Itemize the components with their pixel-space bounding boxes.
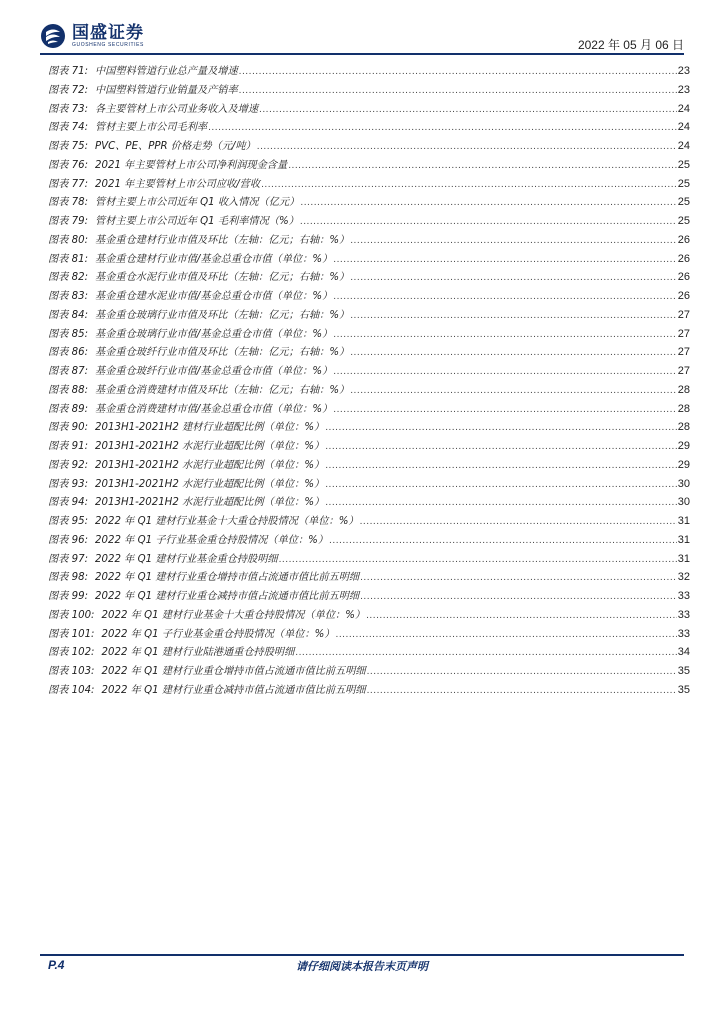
toc-leader-dots	[300, 197, 676, 208]
toc-entry-label: 图表 87:	[48, 366, 89, 377]
toc-entry-label: 图表 74:	[48, 122, 89, 134]
toc-entry-label: 图表 73:	[48, 103, 89, 115]
toc-entry-page: 28	[677, 421, 690, 434]
toc-entry-title: 2022 年 Q1 建材行业重仓减持市值占流通市值比前五明细	[101, 684, 366, 696]
toc-entry-title: 2022 年 Q1 建材行业重仓增持市值占流通市值比前五明细	[101, 666, 366, 677]
toc-entry-page: 31	[677, 515, 690, 527]
toc-entry-title: 2013H1-2021H2 水泥行业超配比例（单位：%）	[95, 459, 325, 471]
toc-entry[interactable]	[48, 62, 690, 81]
toc-entry[interactable]	[48, 400, 690, 419]
toc-entry-page: 28	[677, 383, 690, 396]
toc-leader-dots	[360, 516, 677, 527]
toc-entry[interactable]	[48, 662, 690, 681]
toc-entry[interactable]	[48, 137, 690, 156]
toc-leader-dots	[300, 216, 677, 227]
toc-entry-label: 图表 72:	[48, 84, 89, 96]
toc-entry-page: 30	[677, 477, 690, 490]
toc-leader-dots	[239, 66, 677, 77]
toc-entry-page: 27	[677, 346, 690, 359]
toc-entry-label: 图表 101:	[48, 628, 95, 640]
toc-entry-page: 23	[677, 83, 690, 96]
toc-entry-label: 图表 92:	[48, 459, 89, 471]
toc-entry[interactable]	[48, 231, 690, 250]
toc-entry-label: 图表 91:	[48, 441, 89, 452]
toc-entry-title: 2022 年 Q1 子行业基金重仓持股情况（单位：%）	[101, 628, 335, 640]
toc-entry-page: 30	[677, 496, 690, 509]
toc-entry-page: 26	[677, 233, 690, 246]
toc-leader-dots	[367, 685, 677, 696]
toc-leader-dots	[239, 85, 677, 96]
toc-entry-label: 图表 90:	[48, 422, 89, 434]
toc-leader-dots	[366, 610, 677, 621]
toc-entry-page: 31	[677, 533, 690, 546]
toc-entry-page: 25	[677, 177, 690, 190]
toc-entry-label: 图表 98:	[48, 572, 89, 584]
toc-entry[interactable]	[48, 681, 690, 700]
toc-leader-dots	[333, 291, 676, 302]
toc-entry-label: 图表 104:	[48, 684, 95, 696]
toc-entry-page: 27	[677, 327, 690, 340]
toc-entry-title: 2013H1-2021H2 水泥行业超配比例（单位：%）	[95, 478, 325, 490]
toc-entry-label: 图表 93:	[48, 478, 89, 490]
toc-entry-label: 图表 88:	[48, 384, 89, 396]
toc-entry-label: 图表 78:	[48, 197, 89, 209]
toc-leader-dots	[257, 141, 677, 152]
toc-entry-page: 32	[677, 571, 690, 584]
toc-leader-dots	[350, 347, 677, 358]
toc-entry-page: 24	[677, 121, 690, 134]
page-number: P.4	[48, 958, 65, 972]
toc-entry-label: 图表 95:	[48, 516, 89, 527]
toc-leader-dots	[329, 535, 677, 546]
toc-leader-dots	[288, 160, 677, 171]
toc-leader-dots	[325, 441, 677, 452]
toc-entry[interactable]	[48, 306, 690, 325]
toc-entry-title: 2021 年主要管材上市公司应收/营收	[95, 178, 261, 190]
toc-leader-dots	[360, 572, 677, 583]
toc-leader-dots	[325, 422, 677, 433]
toc-entry-title: 基金重仓建水泥业市值/基金总重仓市值（单位：%）	[95, 291, 333, 302]
toc-entry-page: 24	[677, 102, 690, 115]
toc-entry[interactable]	[48, 475, 690, 494]
footer-divider	[40, 954, 684, 956]
toc-entry-title: 2022 年 Q1 建材行业重仓增持市值占流通市值比前五明细	[95, 572, 360, 584]
toc-entry[interactable]	[48, 625, 690, 644]
logo-text: 国盛证券	[72, 22, 144, 43]
toc-entry-page: 33	[677, 627, 690, 640]
toc-entry-title: 基金重仓消费建材市值及环比（左轴：亿元；右轴：%）	[95, 384, 350, 396]
figure-index-list	[48, 62, 690, 700]
toc-entry-title: 管材主要上市公司近年 Q1 收入情况（亿元）	[95, 197, 300, 209]
toc-leader-dots	[333, 404, 676, 415]
toc-entry-title: 管材主要上市公司毛利率	[95, 122, 208, 134]
toc-leader-dots	[360, 591, 677, 602]
toc-entry-page: 27	[677, 308, 690, 321]
toc-leader-dots	[336, 629, 677, 640]
footer-disclaimer: 请仔细阅读本报告末页声明	[296, 960, 428, 973]
toc-entry-label: 图表 75:	[48, 141, 89, 152]
toc-entry-label: 图表 96:	[48, 534, 89, 546]
toc-entry-title: 中国塑料管道行业销量及产销率	[95, 84, 238, 96]
toc-entry[interactable]	[48, 81, 690, 100]
toc-entry-page: 27	[677, 365, 690, 377]
toc-entry[interactable]	[48, 418, 690, 437]
toc-entry-title: 中国塑料管道行业总产量及增速	[95, 66, 238, 77]
toc-entry-title: 基金重仓水泥行业市值及环比（左轴：亿元；右轴：%）	[95, 272, 350, 284]
toc-entry-title: 管材主要上市公司近年 Q1 毛利率情况（%）	[95, 216, 299, 227]
toc-leader-dots	[279, 554, 677, 565]
toc-entry[interactable]	[48, 550, 690, 569]
toc-entry-page: 29	[677, 440, 690, 452]
toc-entry-title: 2022 年 Q1 建材行业基金重仓持股明细	[95, 553, 278, 565]
toc-leader-dots	[259, 104, 677, 115]
toc-entry-label: 图表 100:	[48, 609, 95, 621]
toc-leader-dots	[325, 479, 677, 490]
toc-entry-title: 2022 年 Q1 建材行业陆港通重仓持股明细	[101, 647, 295, 659]
toc-leader-dots	[350, 235, 677, 246]
toc-entry-title: 2021 年主要管材上市公司净利润现金含量	[95, 159, 288, 171]
toc-entry-label: 图表 86:	[48, 347, 89, 359]
toc-entry-title: PVC、PE、PPR 价格走势（元/吨）	[95, 141, 256, 152]
toc-entry[interactable]	[48, 325, 690, 344]
page-header	[0, 0, 724, 56]
toc-entry-page: 34	[677, 646, 690, 659]
toc-entry[interactable]	[48, 212, 690, 231]
toc-leader-dots	[333, 254, 676, 265]
toc-leader-dots	[325, 460, 677, 471]
toc-entry-title: 基金重仓玻璃行业市值及环比（左轴：亿元；右轴：%）	[95, 309, 350, 321]
toc-entry[interactable]	[48, 250, 690, 269]
toc-entry-title: 基金重仓消费建材市值/基金总重仓市值（单位：%）	[95, 403, 333, 415]
toc-entry-page: 26	[677, 271, 690, 284]
toc-entry-label: 图表 76:	[48, 159, 89, 171]
toc-entry-page: 25	[677, 196, 690, 209]
toc-entry[interactable]	[48, 193, 690, 212]
toc-leader-dots	[350, 310, 677, 321]
logo-mark-icon	[40, 23, 66, 49]
toc-entry-page: 26	[677, 290, 690, 302]
toc-entry[interactable]	[48, 512, 690, 531]
toc-entry-title: 2022 年 Q1 子行业基金重仓持股情况（单位：%）	[95, 534, 329, 546]
toc-entry-label: 图表 83:	[48, 291, 89, 302]
toc-entry-label: 图表 84:	[48, 309, 89, 321]
toc-entry-label: 图表 97:	[48, 553, 89, 565]
toc-leader-dots	[333, 329, 676, 340]
toc-entry-page: 26	[677, 252, 690, 265]
toc-entry-page: 35	[677, 683, 690, 696]
toc-entry-page: 24	[677, 140, 690, 152]
toc-entry[interactable]	[48, 362, 690, 381]
toc-entry-title: 基金重仓玻纤行业市值及环比（左轴：亿元；右轴：%）	[95, 347, 350, 359]
toc-entry-page: 33	[677, 590, 690, 602]
company-logo	[40, 22, 144, 50]
toc-entry-label: 图表 82:	[48, 272, 89, 284]
toc-entry[interactable]	[48, 118, 690, 137]
header-divider	[40, 53, 684, 55]
logo-subtext: GUOSHENG SECURITIES	[72, 41, 144, 48]
toc-entry-title: 基金重仓建材行业市值/基金总重仓市值（单位：%）	[95, 253, 333, 265]
toc-entry-label: 图表 80:	[48, 234, 89, 246]
toc-entry-title: 基金重仓玻纤行业市值/基金总重仓市值（单位：%）	[95, 366, 333, 377]
toc-entry[interactable]	[48, 343, 690, 362]
toc-entry[interactable]	[48, 156, 690, 175]
toc-leader-dots	[350, 272, 677, 283]
toc-entry[interactable]	[48, 568, 690, 587]
toc-entry[interactable]	[48, 437, 690, 456]
toc-entry-title: 基金重仓建材行业市值及环比（左轴：亿元；右轴：%）	[95, 234, 350, 246]
toc-entry-title: 2022 年 Q1 建材行业基金十大重仓持股情况（单位：%）	[95, 516, 359, 527]
toc-entry-label: 图表 71:	[48, 66, 89, 77]
toc-entry[interactable]	[48, 268, 690, 287]
toc-entry[interactable]	[48, 493, 690, 512]
toc-entry[interactable]	[48, 587, 690, 606]
toc-entry-label: 图表 85:	[48, 328, 89, 340]
toc-entry-label: 图表 103:	[48, 666, 95, 677]
toc-entry[interactable]	[48, 175, 690, 194]
toc-entry[interactable]	[48, 287, 690, 306]
toc-entry-title: 基金重仓玻璃行业市值/基金总重仓市值（单位：%）	[95, 328, 333, 340]
toc-entry[interactable]	[48, 531, 690, 550]
toc-leader-dots	[295, 647, 676, 658]
toc-entry-title: 各主要管材上市公司业务收入及增速	[95, 103, 259, 115]
toc-entry-page: 28	[677, 402, 690, 415]
toc-leader-dots	[350, 385, 677, 396]
toc-leader-dots	[325, 497, 677, 508]
toc-entry-title: 2013H1-2021H2 建材行业超配比例（单位：%）	[95, 422, 325, 434]
toc-leader-dots	[333, 366, 676, 377]
toc-entry-label: 图表 77:	[48, 178, 89, 190]
report-date: 2022 年 05 月 06 日	[577, 38, 684, 52]
toc-entry-page: 31	[677, 552, 690, 565]
toc-entry-label: 图表 94:	[48, 497, 89, 509]
toc-entry-label: 图表 89:	[48, 403, 89, 415]
toc-entry-page: 23	[677, 65, 690, 77]
toc-entry[interactable]	[48, 381, 690, 400]
toc-entry-label: 图表 99:	[48, 591, 89, 602]
toc-entry-title: 2022 年 Q1 建材行业基金十大重仓持股情况（单位：%）	[101, 609, 366, 621]
toc-entry-title: 2013H1-2021H2 水泥行业超配比例（单位：%）	[95, 441, 325, 452]
toc-leader-dots	[261, 179, 677, 190]
toc-entry[interactable]	[48, 100, 690, 119]
toc-entry-page: 35	[677, 665, 690, 677]
toc-entry-page: 29	[677, 458, 690, 471]
toc-entry-label: 图表 102:	[48, 647, 95, 659]
toc-entry[interactable]	[48, 643, 690, 662]
toc-entry-page: 25	[677, 215, 690, 227]
toc-entry-label: 图表 81:	[48, 253, 89, 265]
toc-entry-page: 33	[677, 608, 690, 621]
toc-entry[interactable]	[48, 606, 690, 625]
toc-entry[interactable]	[48, 456, 690, 475]
toc-entry-label: 图表 79:	[48, 216, 89, 227]
toc-leader-dots	[367, 666, 677, 677]
toc-entry-title: 2013H1-2021H2 水泥行业超配比例（单位：%）	[95, 497, 325, 509]
toc-entry-title: 2022 年 Q1 建材行业重仓减持市值占流通市值比前五明细	[95, 591, 360, 602]
toc-leader-dots	[208, 122, 677, 133]
toc-entry-page: 25	[677, 158, 690, 171]
